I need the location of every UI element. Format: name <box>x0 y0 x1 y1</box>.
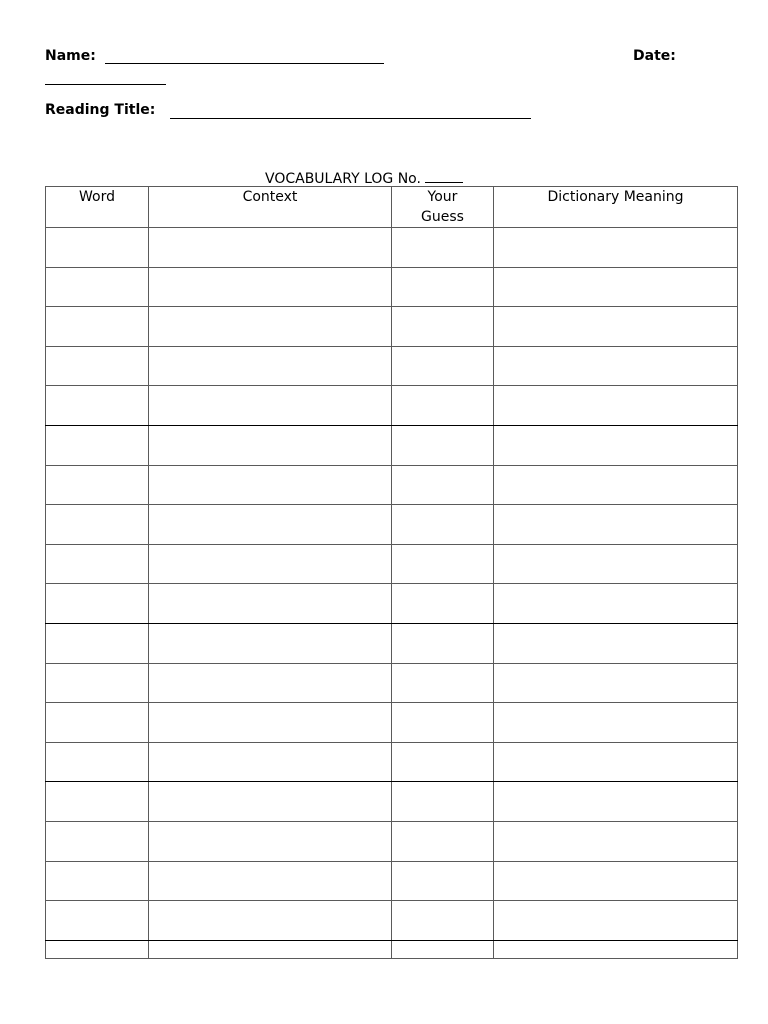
your-guess-cell[interactable] <box>392 742 494 782</box>
context-cell[interactable] <box>149 544 392 584</box>
word-cell[interactable] <box>46 623 149 663</box>
dictionary-meaning-cell[interactable] <box>494 465 738 505</box>
your-guess-cell[interactable] <box>392 623 494 663</box>
your-guess-cell[interactable] <box>392 425 494 465</box>
table-row <box>46 742 738 782</box>
table-row <box>46 465 738 505</box>
table-row <box>46 901 738 941</box>
word-cell[interactable] <box>46 544 149 584</box>
dictionary-meaning-cell[interactable] <box>494 505 738 545</box>
word-cell[interactable] <box>46 861 149 901</box>
table-row <box>46 228 738 268</box>
your-guess-cell[interactable] <box>392 346 494 386</box>
context-cell[interactable] <box>149 901 392 941</box>
dictionary-meaning-cell[interactable] <box>494 307 738 347</box>
dictionary-meaning-cell[interactable] <box>494 703 738 743</box>
table-row <box>46 267 738 307</box>
vocabulary-log-title-text: VOCABULARY LOG No. <box>265 171 421 187</box>
dictionary-meaning-cell[interactable] <box>494 228 738 268</box>
table-row <box>46 663 738 703</box>
table-row <box>46 307 738 347</box>
column-header-dictionary-meaning: Dictionary Meaning <box>494 187 738 228</box>
word-cell[interactable] <box>46 386 149 426</box>
dictionary-meaning-cell[interactable] <box>494 267 738 307</box>
your-guess-cell[interactable] <box>392 267 494 307</box>
dictionary-meaning-cell[interactable] <box>494 742 738 782</box>
word-cell[interactable] <box>46 703 149 743</box>
dictionary-meaning-cell[interactable] <box>494 584 738 624</box>
word-cell[interactable] <box>46 663 149 703</box>
column-header-your-guess <box>392 187 494 228</box>
your-guess-cell[interactable] <box>392 782 494 822</box>
dictionary-meaning-cell[interactable] <box>494 346 738 386</box>
context-cell[interactable] <box>149 346 392 386</box>
your-guess-label: Your Guess <box>421 189 464 225</box>
your-guess-cell[interactable] <box>392 465 494 505</box>
dictionary-meaning-cell[interactable] <box>494 782 738 822</box>
context-cell[interactable] <box>149 465 392 505</box>
dictionary-meaning-cell[interactable] <box>494 623 738 663</box>
context-cell[interactable] <box>149 742 392 782</box>
table-row <box>46 623 738 663</box>
column-header-context: Context <box>149 187 392 228</box>
word-cell[interactable] <box>46 267 149 307</box>
table-row <box>46 584 738 624</box>
word-cell[interactable] <box>46 425 149 465</box>
word-cell[interactable] <box>46 821 149 861</box>
word-cell[interactable] <box>46 742 149 782</box>
context-cell[interactable] <box>149 307 392 347</box>
table-row <box>46 386 738 426</box>
dictionary-meaning-cell[interactable] <box>494 861 738 901</box>
context-cell[interactable] <box>149 940 392 958</box>
your-guess-cell[interactable] <box>392 821 494 861</box>
your-guess-cell[interactable] <box>392 663 494 703</box>
context-cell[interactable] <box>149 505 392 545</box>
context-cell[interactable] <box>149 584 392 624</box>
table-row <box>46 782 738 822</box>
context-cell[interactable] <box>149 386 392 426</box>
vocabulary-table-body <box>46 228 738 959</box>
table-header-row <box>46 187 738 228</box>
context-cell[interactable] <box>149 623 392 663</box>
table-row <box>46 821 738 861</box>
date-field[interactable] <box>45 84 166 85</box>
dictionary-meaning-cell[interactable] <box>494 821 738 861</box>
table-row <box>46 861 738 901</box>
column-header-word: Word <box>46 187 149 228</box>
your-guess-cell[interactable] <box>392 386 494 426</box>
context-cell[interactable] <box>149 267 392 307</box>
dictionary-meaning-cell[interactable] <box>494 544 738 584</box>
context-cell[interactable] <box>149 703 392 743</box>
table-row <box>46 544 738 584</box>
reading-title-label: Reading Title: <box>45 102 156 118</box>
context-cell[interactable] <box>149 228 392 268</box>
name-label: Name: <box>45 48 96 64</box>
reading-title-field[interactable] <box>170 118 531 119</box>
your-guess-cell[interactable] <box>392 703 494 743</box>
word-cell[interactable] <box>46 465 149 505</box>
context-cell[interactable] <box>149 782 392 822</box>
table-row <box>46 703 738 743</box>
table-row <box>46 505 738 545</box>
word-cell[interactable] <box>46 940 149 958</box>
your-guess-cell[interactable] <box>392 901 494 941</box>
word-cell[interactable] <box>46 346 149 386</box>
dictionary-meaning-cell[interactable] <box>494 901 738 941</box>
name-field[interactable] <box>105 63 384 64</box>
table-row <box>46 425 738 465</box>
word-cell[interactable] <box>46 782 149 822</box>
table-row <box>46 940 738 958</box>
your-guess-cell[interactable] <box>392 861 494 901</box>
context-cell[interactable] <box>149 861 392 901</box>
context-cell[interactable] <box>149 425 392 465</box>
date-label: Date: <box>633 48 676 64</box>
your-guess-cell[interactable] <box>392 505 494 545</box>
your-guess-cell[interactable] <box>392 940 494 958</box>
word-cell[interactable] <box>46 505 149 545</box>
word-cell[interactable] <box>46 228 149 268</box>
dictionary-meaning-cell[interactable] <box>494 940 738 958</box>
context-cell[interactable] <box>149 821 392 861</box>
word-cell[interactable] <box>46 901 149 941</box>
your-guess-cell[interactable] <box>392 307 494 347</box>
word-cell[interactable] <box>46 584 149 624</box>
your-guess-cell[interactable] <box>392 544 494 584</box>
your-guess-cell[interactable] <box>392 228 494 268</box>
dictionary-meaning-cell[interactable] <box>494 386 738 426</box>
log-number-field[interactable] <box>425 169 463 183</box>
table-row <box>46 346 738 386</box>
dictionary-meaning-cell[interactable] <box>494 425 738 465</box>
context-cell[interactable] <box>149 663 392 703</box>
your-guess-cell[interactable] <box>392 584 494 624</box>
vocabulary-table <box>45 186 738 959</box>
dictionary-meaning-cell[interactable] <box>494 663 738 703</box>
word-cell[interactable] <box>46 307 149 347</box>
